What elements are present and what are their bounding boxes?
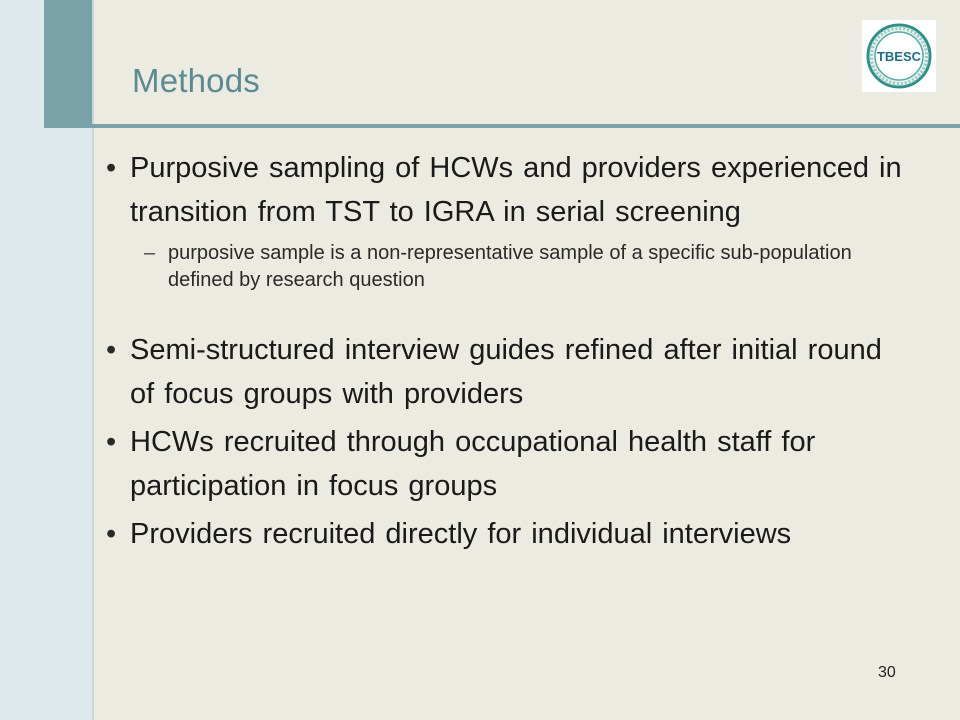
bullet-dot-icon: •: [106, 152, 117, 184]
bullet-text: Purposive sampling of HCWs and providers experienced in transition from TST to IGRA in serial screening: [130, 152, 902, 228]
title-underline: [44, 124, 960, 128]
left-divider: [92, 0, 94, 720]
bullet-item: [106, 420, 916, 508]
bullet-dot-icon: •: [106, 518, 117, 550]
bullet-item: [106, 512, 916, 556]
bullet-text: Semi-structured interview guides refined after initial round of focus groups with providers: [130, 334, 882, 410]
sub-bullet-item: [106, 240, 916, 294]
tbesc-seal-icon: [866, 23, 932, 89]
logo-text: TBESC: [876, 49, 922, 64]
bullet-item: [106, 328, 916, 416]
tbesc-logo: [862, 20, 936, 92]
dash-icon: –: [144, 242, 156, 264]
bullet-dot-icon: •: [106, 334, 117, 366]
bullet-text: Providers recruited directly for individual interviews: [130, 518, 792, 550]
page-number: 30: [878, 664, 896, 681]
title-accent-bar: [44, 0, 92, 128]
bullet-list: [106, 146, 916, 556]
bullet-item: [106, 146, 916, 234]
slide-title: Methods: [132, 62, 260, 99]
bullet-text: HCWs recruited through occupational health staff for participation in focus groups: [130, 426, 816, 502]
bullet-dot-icon: •: [106, 426, 117, 458]
sub-bullet-text: purposive sample is a non-representative sample of a specific sub-population defined by research question: [168, 242, 852, 291]
